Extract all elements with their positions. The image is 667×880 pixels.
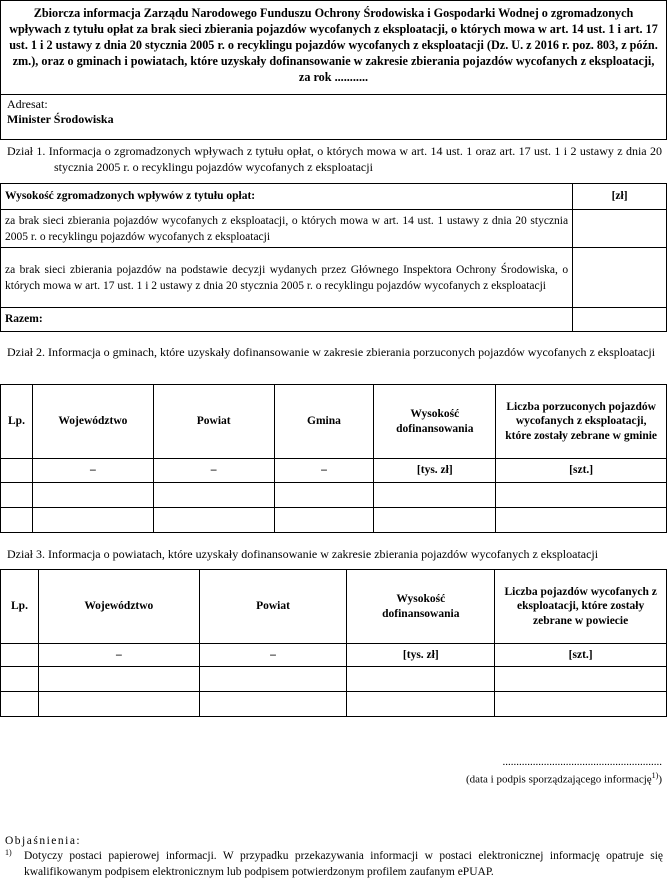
table-cell[interactable] (32, 508, 153, 533)
s3-col-powiat: Powiat (199, 570, 347, 644)
s2-unit-liczba: [szt.] (496, 459, 667, 483)
section1-heading (7, 143, 662, 175)
s2-col-lp: Lp. (1, 385, 33, 459)
footnote-ref: 1) (651, 771, 659, 780)
section1-col-label: Wysokość zgromadzonych wpływów z tytułu opłat: (1, 184, 573, 210)
table-cell[interactable] (199, 692, 347, 717)
s3-col-liczba: Liczba pojazdów wycofanych z eksploatacji, które zostały zebrane w powiecie (495, 570, 667, 644)
signature-block (440, 755, 662, 787)
table-cell[interactable] (274, 483, 374, 508)
section1-col-unit: [zł] (573, 184, 667, 210)
table-cell[interactable] (153, 483, 274, 508)
table-cell[interactable] (347, 667, 495, 692)
table-cell[interactable] (38, 667, 199, 692)
addressee-label: Adresat: (7, 97, 48, 111)
table-cell[interactable] (496, 508, 667, 533)
table-cell[interactable] (1, 667, 39, 692)
section2-heading (7, 344, 662, 360)
s2-unit-lp (1, 459, 33, 483)
table-cell[interactable] (495, 692, 667, 717)
footnote-text: Dotyczy postaci papierowej informacji. W przypadku przekazywania informacji w postaci elektronicznej informację opatruje się kwalifikowanym podpisem elektronicznym lub podpisem potwierdzonym profilem zaufanym ePUAP. (24, 850, 663, 878)
table-row (1, 308, 667, 332)
s2-col-wysokosc: Wysokość dofinansowania (374, 385, 496, 459)
document-title: Zbiorcza informacja Zarządu Narodowego Funduszu Ochrony Środowiska i Gospodarki Wodnej o zgromadzonych wpływach z tytułu opłat za brak sieci zbierania pojazdów wycofanych z eksploatacji, o których mowa w art. 14 ust. 1 i art. 17 ust. 1 i 2 ustawy z dnia 20 stycznia 2005 r. o recyklingu pojazdów wycofanych z eksploatacji (Dz. U. z 2016 r. poz. 803, z późn. zm.), oraz o gminach i powiatach, które uzyskały dofinansowanie w zakresie zbierania pojazdów wycofanych z eksploatacji, za rok ........... (9, 6, 658, 84)
table-cell[interactable] (199, 667, 347, 692)
s3-col-wysokosc: Wysokość dofinansowania (347, 570, 495, 644)
signature-caption-text: (data i podpis sporządzającego informację (465, 773, 652, 786)
table-row (1, 210, 667, 248)
addressee-name: Minister Środowiska (7, 112, 114, 126)
section1-total-value[interactable] (573, 308, 667, 332)
table-cell[interactable] (32, 483, 153, 508)
s3-unit-wysokosc: [tys. zł] (347, 644, 495, 667)
table-header-row (1, 385, 667, 459)
table-cell[interactable] (374, 508, 496, 533)
signature-caption (440, 769, 662, 787)
table-row (1, 483, 667, 508)
signature-dots: .......................................................... (502, 756, 662, 768)
section2-table (0, 384, 667, 533)
title-box (0, 0, 667, 140)
footnote-item (5, 848, 663, 880)
s2-col-gmina: Gmina (274, 385, 374, 459)
s3-unit-powiat: – (199, 644, 347, 667)
table-cell[interactable] (496, 483, 667, 508)
table-row (1, 692, 667, 717)
table-cell[interactable] (274, 508, 374, 533)
table-cell[interactable] (374, 483, 496, 508)
table-cell[interactable] (1, 508, 33, 533)
table-cell[interactable] (153, 508, 274, 533)
s2-col-liczba: Liczba porzuconych pojazdów wycofanych z eksploatacji, które zostały zebrane w gminie (496, 385, 667, 459)
s3-unit-liczba: [szt.] (495, 644, 667, 667)
section1-table (0, 183, 667, 332)
s3-unit-wojewodztwo: – (38, 644, 199, 667)
section3-heading (7, 546, 667, 562)
s2-unit-wysokosc: [tys. zł] (374, 459, 496, 483)
table-units-row (1, 644, 667, 667)
table-header-row (1, 570, 667, 644)
table-row (1, 248, 667, 308)
section3-table (0, 569, 667, 717)
section1-row2-value[interactable] (573, 248, 667, 308)
table-cell[interactable] (347, 692, 495, 717)
s3-unit-lp (1, 644, 39, 667)
s2-col-powiat: Powiat (153, 385, 274, 459)
section1-row2-label: za brak sieci zbierania pojazdów na podstawie decyzji wydanych przez Głównego Inspektora Ochrony Środowiska, o których mowa w art. 17 ust. 1 i 2 ustawy z dnia 20 stycznia 2005 r. o recyklingu pojazdów wycofanych z eksploatacji (1, 248, 573, 308)
signature-caption-end: ) (658, 773, 662, 786)
section1-row1-value[interactable] (573, 210, 667, 248)
section3-heading-text: Dział 3. Informacja o powiatach, które uzyskały dofinansowanie w zakresie zbierania pojazdów wycofanych z eksploatacji (7, 547, 599, 561)
footnote-marker: 1) (5, 848, 12, 857)
s3-col-lp: Lp. (1, 570, 39, 644)
s2-unit-powiat: – (153, 459, 274, 483)
table-row (1, 184, 667, 210)
table-units-row (1, 459, 667, 483)
addressee-block (7, 97, 114, 127)
table-row (1, 508, 667, 533)
table-cell[interactable] (38, 692, 199, 717)
s3-col-wojewodztwo: Województwo (38, 570, 199, 644)
table-cell[interactable] (495, 667, 667, 692)
footnote-block (5, 834, 663, 880)
section1-heading-text: Dział 1. Informacja o zgromadzonych wpływach z tytułu opłat, o których mowa w art. 14 ust. 1 oraz art. 17 ust. 1 i 2 ustawy z dnia 20 stycznia 2005 r. o recyklingu pojazdów wycofanych z eksploatacji (7, 144, 662, 174)
footnote-heading: Objaśnienia: (5, 835, 82, 847)
table-row (1, 667, 667, 692)
section1-total-label: Razem: (1, 308, 573, 332)
table-cell[interactable] (1, 692, 39, 717)
section2-heading-text: Dział 2. Informacja o gminach, które uzyskały dofinansowanie w zakresie zbierania porzuconych pojazdów wycofanych z eksploatacji (7, 345, 656, 359)
s2-unit-wojewodztwo: – (32, 459, 153, 483)
section1-row1-label: za brak sieci zbierania pojazdów wycofanych z eksploatacji, o których mowa w art. 14 ust. 1 ustawy z dnia 20 stycznia 2005 r. o recyklingu pojazdów wycofanych z eksploatacji (1, 210, 573, 248)
s2-unit-gmina: – (274, 459, 374, 483)
s2-col-wojewodztwo: Województwo (32, 385, 153, 459)
table-cell[interactable] (1, 483, 33, 508)
title-divider (1, 94, 666, 95)
